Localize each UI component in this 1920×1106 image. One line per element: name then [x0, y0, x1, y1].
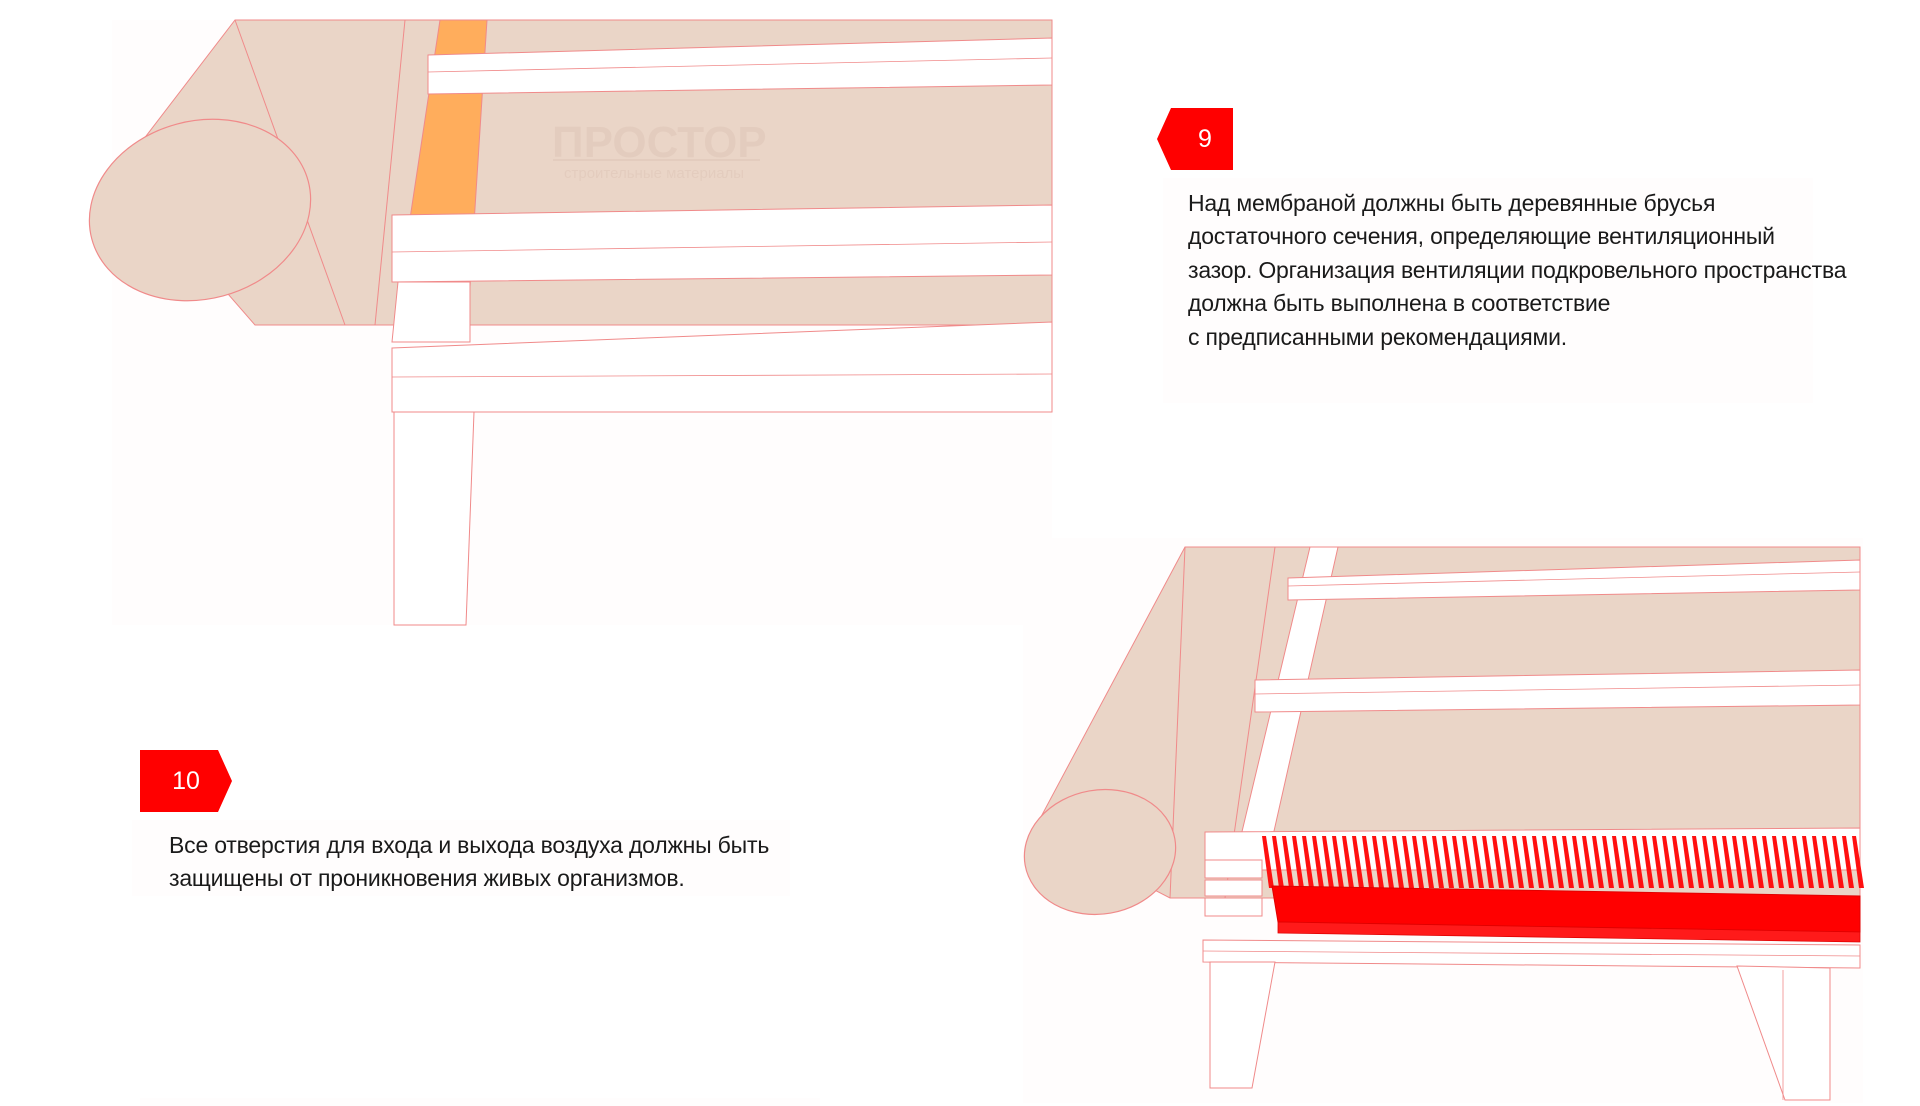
step-9-line: зазор. Организация вентиляции подкровельного пространства — [1188, 256, 1847, 283]
step-9-line: достаточного сечения, определяющие вентиляционный — [1188, 223, 1775, 250]
step-10-line: Все отверстия для входа и выхода воздуха должны быть — [169, 832, 770, 858]
support-post-left — [1210, 962, 1275, 1088]
step-9-line: должна быть выполнена в соответствие — [1188, 290, 1611, 317]
support-post-right — [1737, 966, 1830, 1100]
step-10-description — [169, 829, 769, 896]
eave-block-1 — [1205, 860, 1262, 878]
rafter-beam-2 — [1203, 940, 1860, 968]
step-9-number: 9 — [1198, 124, 1212, 153]
bottom-fade-strip — [140, 1098, 820, 1106]
step-9-line: с предписанными рекомендациями. — [1188, 323, 1567, 350]
eave-block-2 — [1205, 880, 1262, 896]
step-10-number: 10 — [172, 766, 200, 795]
step-10-line: защищены от проникновения живых организмов. — [169, 865, 685, 892]
step-10-badge — [140, 750, 232, 812]
eave-block-3 — [1205, 898, 1262, 916]
watermark-tagline: строительные материалы — [564, 165, 745, 182]
eave-batten — [1205, 828, 1860, 870]
step-9-line: Над мембраной должны быть деревянные брусья — [1188, 190, 1716, 216]
watermark-brand: ПРОСТОР — [552, 118, 767, 167]
